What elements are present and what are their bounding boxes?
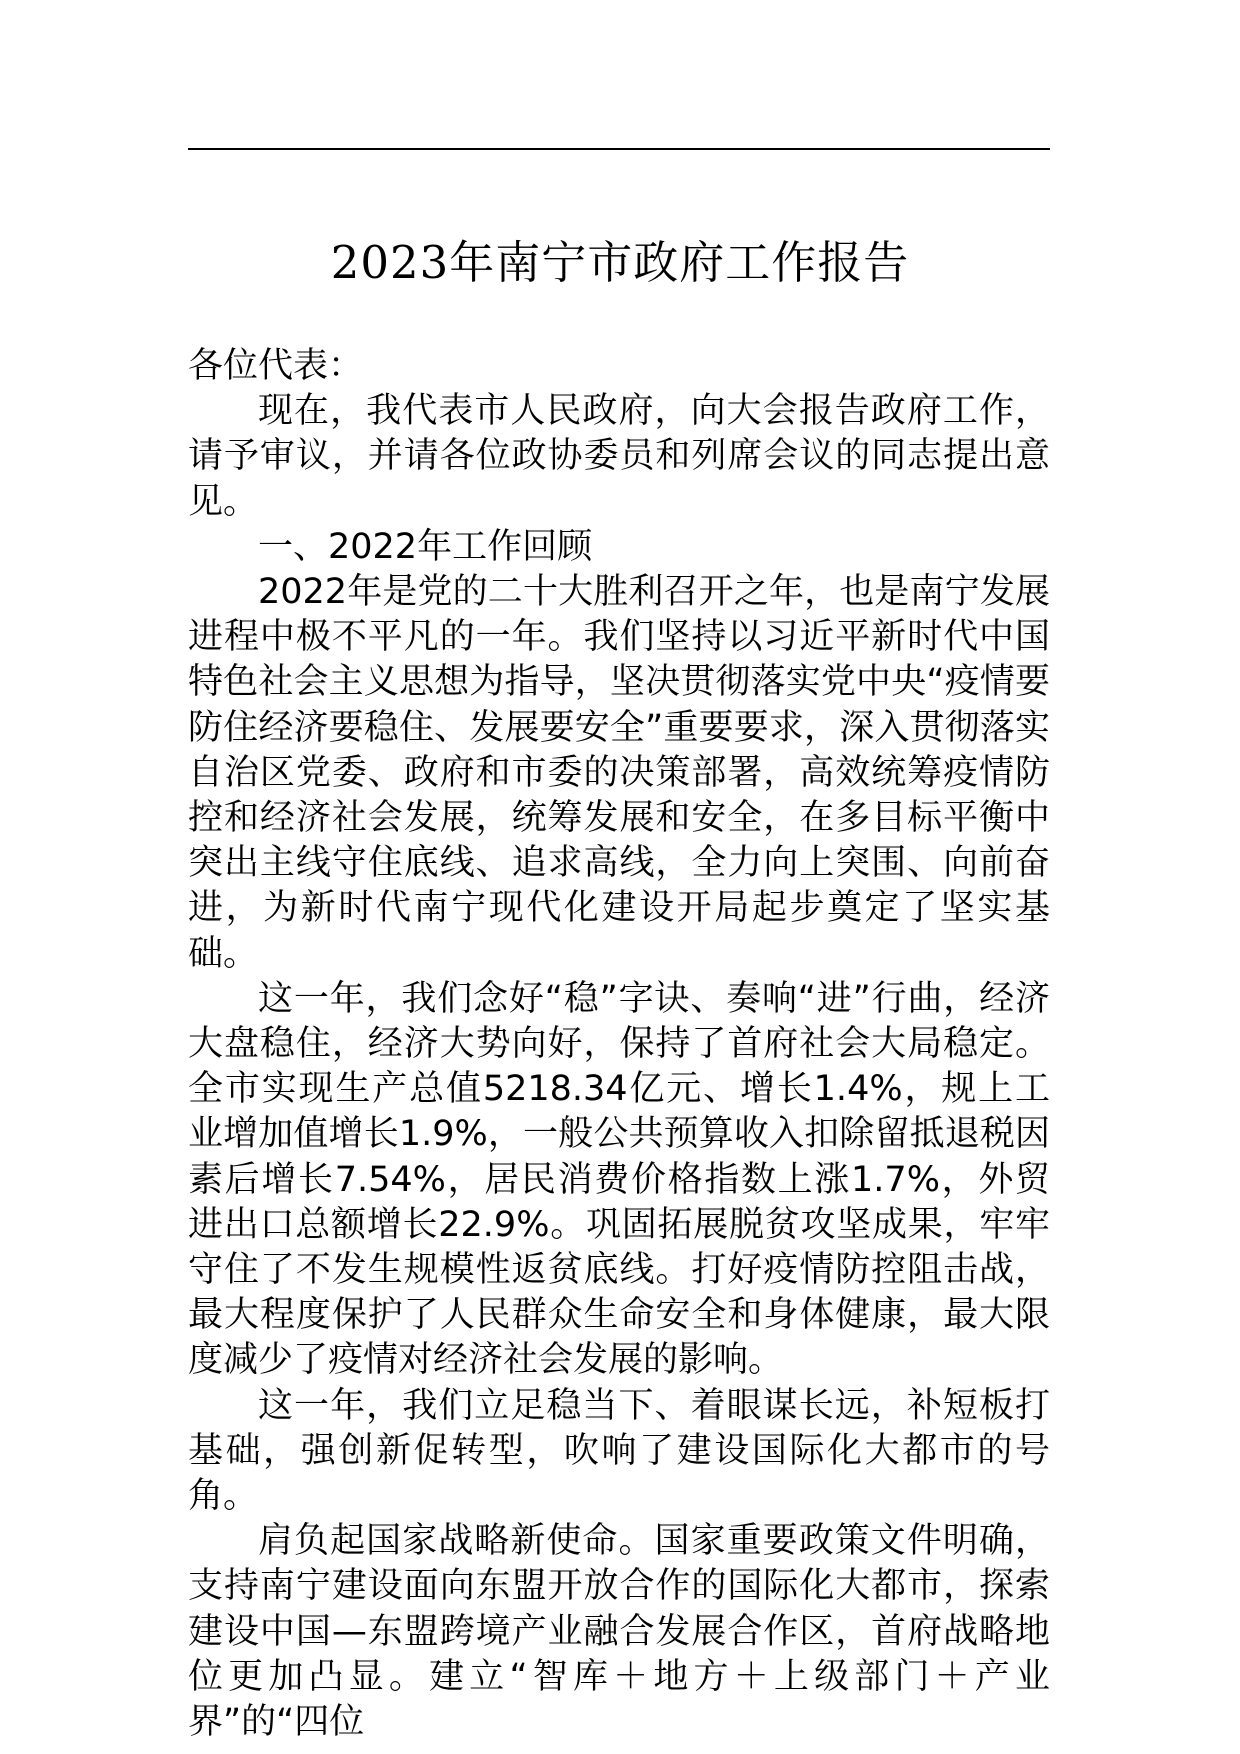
body-paragraph: 这一年，我们立足稳当下、着眼谋长远，补短板打基础，强创新促转型，吹响了建设国际化大都市的号角。 (188, 1385, 1050, 1517)
section-heading: 一、2022年工作回顾 (258, 526, 593, 567)
salutation-paragraph: 各位代表： (188, 346, 364, 386)
intro-paragraph: 现在，我代表市人民政府，向大会报告政府工作，请予审议，并请各位政协委员和列席会议的同志提出意见。 (188, 391, 1050, 522)
body-paragraph: 肩负起国家战略新使命。国家重要政策文件明确，支持南宁建设面向东盟开放合作的国际化大都市，探索建设中国—东盟跨境产业融合发展合作区，首府战略地位更加凸显。建立“智库＋地方＋上级部门＋产业界”的“四位 (188, 1521, 1050, 1743)
body-paragraph: 2022年是党的二十大胜利召开之年，也是南宁发展进程中极不平凡的一年。我们坚持以习近平新时代中国特色社会主义思想为指导，坚决贯彻落实党中央“疫情要防住经济要稳住、发展要安全”重要要求，深入贯彻落实自治区党委、政府和市委的决策部署，高效统筹疫情防控和经济社会发展，统筹发展和安全，在多目标平衡中突出主线守住底线、追求高线，全力向上突围、向前奋进，为新时代南宁现代化建设开局起步奠定了坚实基础。 (188, 572, 1050, 974)
header-rule (188, 148, 1050, 150)
document-title: 2023年南宁市政府工作报告 (330, 236, 910, 289)
document-body (188, 344, 1050, 1745)
body-paragraph: 这一年，我们念好“稳”字诀、奏响“进”行曲，经济大盘稳住，经济大势向好，保持了首府社会大局稳定。全市实现生产总值5218.34亿元、增长1.4%，规上工业增加值增长1.9%，一般公共预算收入扣除留抵退税因素后增长7.54%，居民消费价格指数上涨1.7%，外贸进出口总额增长22.9%。巩固拓展脱贫攻坚成果，牢牢守住了不发生规模性返贫底线。打好疫情防控阻击战，最大程度保护了人民群众生命安全和身体健康，最大限度减少了疫情对经济社会发展的影响。 (188, 978, 1050, 1381)
